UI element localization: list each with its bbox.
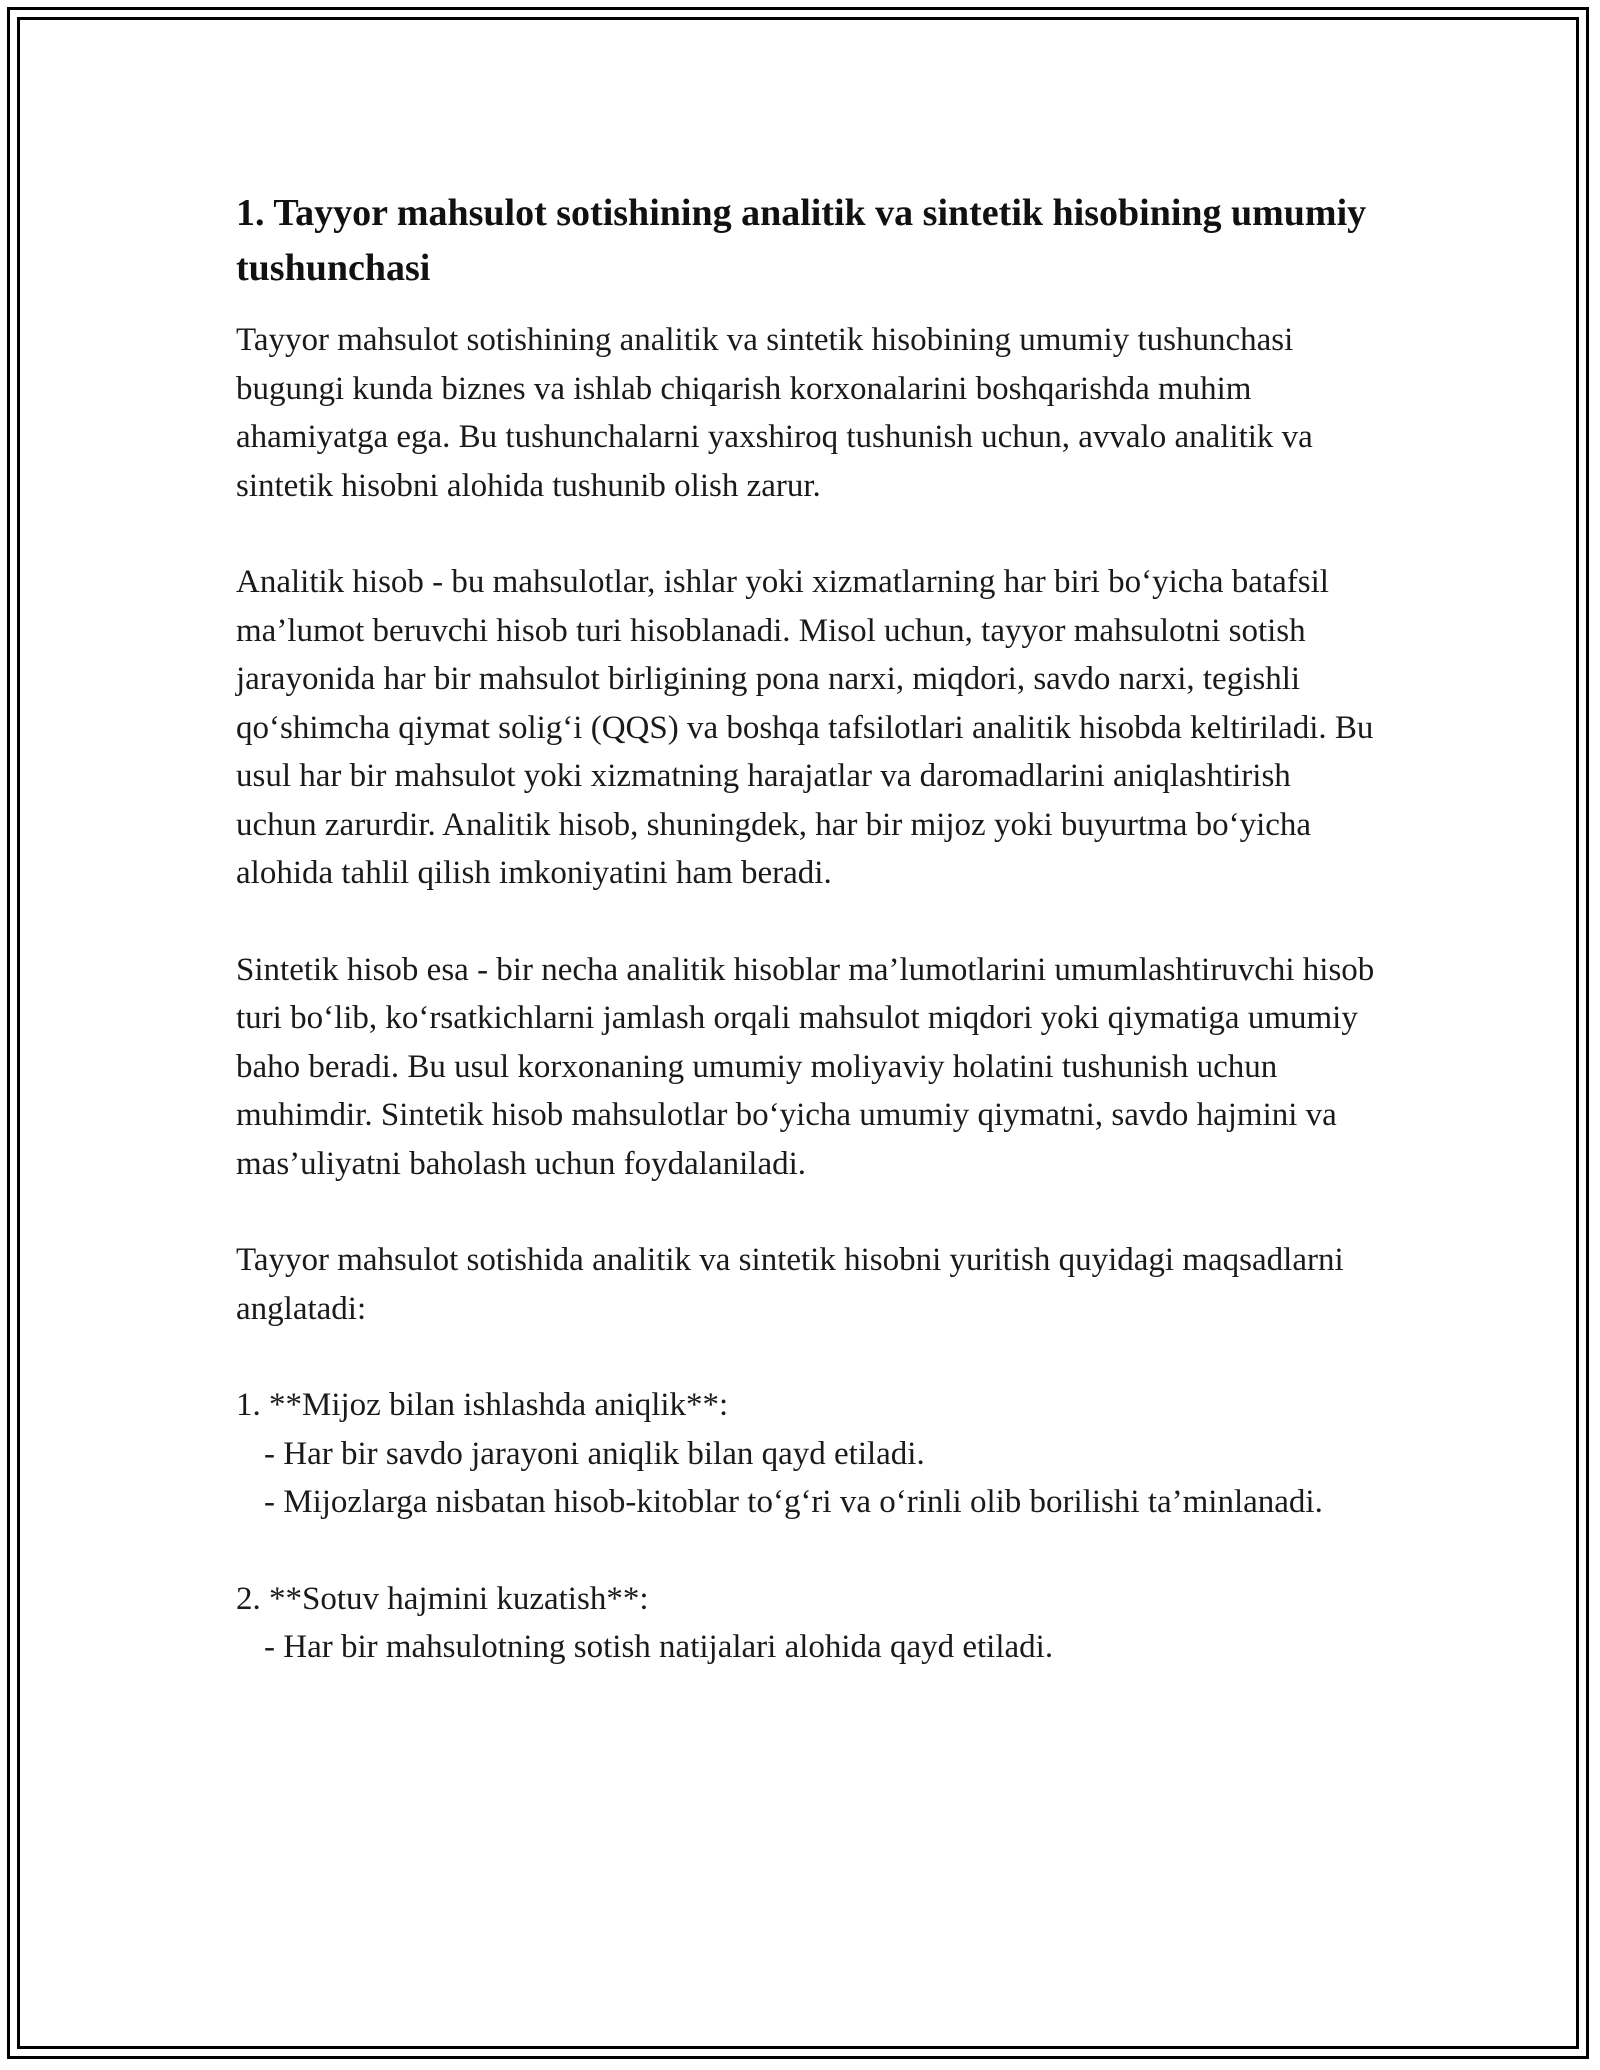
paragraph-maqsadlar: Tayyor mahsulot sotishida analitik va sintetik hisobni yuritish quyidagi maqsadlarni anglatadi: bbox=[236, 1242, 1344, 1327]
paragraph-analitik-hisob: Analitik hisob - bu mahsulotlar, ishlar yoki xizmatlarning har biri bo‘yicha batafsil ma’lumot beruvchi hisob turi hisoblanadi. Misol uchun, tayyor mahsulotni sotish jarayonida har bir mahsulot birligining pona narxi, miqdori, savdo narxi, tegishli qo‘shimcha qiymat solig‘i (QQS) va boshqa tafsilotlari analitik hisobda keltiriladi. Bu usul har bir mahsulot yoki xizmatning harajatlar va daromadlarini aniqlashtirish uchun zarurdir. Analitik hisob, shuningdek, har bir mijoz yoki buyurtma bo‘yicha alohida tahlil qilish imkoniyatini ham beradi. bbox=[236, 564, 1374, 891]
list-sub-item bbox=[236, 1478, 1376, 1527]
section-heading: 1. Tayyor mahsulot sotishining analitik va sintetik hisobining umumiy tushunchasi bbox=[236, 192, 1367, 289]
list-item bbox=[236, 1575, 1376, 1672]
list-sub-item bbox=[236, 1623, 1376, 1672]
list-item-title: 1. **Mijoz bilan ishlashda aniqlik**: bbox=[236, 1387, 729, 1423]
paragraph-intro: Tayyor mahsulot sotishining analitik va sintetik hisobining umumiy tushunchasi bugungi kunda biznes va ishlab chiqarish korxonalarini boshqarishda muhim ahamiyatga ega. Bu tushunchalarni yaxshiroq tushunish uchun, avvalo analitik va sintetik hisobni alohida tushunib olish zarur. bbox=[236, 322, 1313, 504]
list-sub-item-text: - Mijozlarga nisbatan hisob-kitoblar to‘g‘ri va o‘rinli olib borilishi ta’minlanadi. bbox=[264, 1484, 1323, 1520]
list-sub-item-text: - Har bir savdo jarayoni aniqlik bilan qayd etiladi. bbox=[264, 1435, 925, 1472]
list-item bbox=[236, 1381, 1376, 1527]
paragraph-sintetik-hisob: Sintetik hisob esa - bir necha analitik hisoblar ma’lumotlarini umumlashtiruvchi hisob turi bo‘lib, ko‘rsatkichlarni jamlash orqali mahsulot miqdori yoki qiymatiga umumiy baho beradi. Bu usul korxonaning umumiy moliyaviy holatini tushunish uchun muhimdir. Sintetik hisob mahsulotlar bo‘yicha umumiy qiymatni, savdo hajmini va mas’uliyatni baholash uchun foydalaniladi. bbox=[236, 951, 1375, 1182]
list-sub-item bbox=[236, 1430, 1376, 1479]
list-sub-item-text: - Har bir mahsulotning sotish natijalari alohida qayd etiladi. bbox=[264, 1629, 1054, 1665]
document-body bbox=[236, 186, 1376, 1720]
list-item-title: 2. **Sotuv hajmini kuzatish**: bbox=[236, 1580, 649, 1617]
